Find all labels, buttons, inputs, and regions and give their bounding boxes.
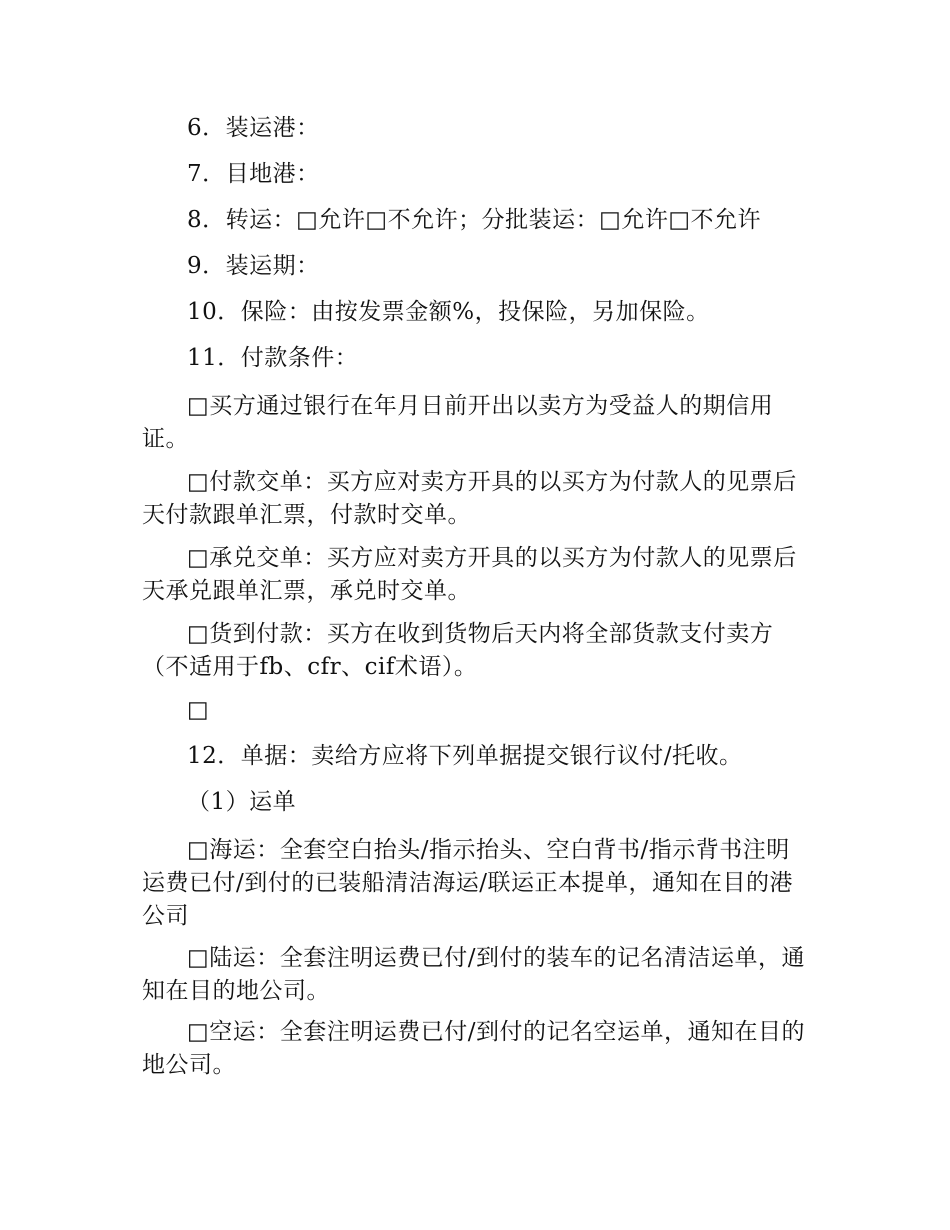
clause-7-destination-port: 7．目地港： <box>187 161 320 187</box>
clause-9-shipment-period: 9．装运期： <box>187 253 320 279</box>
payment-option-documents-against-payment: □付款交单：买方应对卖方开具的以买方为付款人的见票后天付款跟单汇票，付款时交单。 <box>142 469 797 528</box>
clause-10-insurance: 10．保险：由按发票金额%，投保险，另加保险。 <box>187 299 710 325</box>
payment-option-other: □ <box>187 697 210 723</box>
clause-12-documents: 12．单据：卖给方应将下列单据提交银行议付/托收。 <box>187 743 743 769</box>
payment-option-cash-on-delivery: □货到付款：买方在收到货物后天内将全部货款支付卖方（不适用于fb、cfr、cif术语）。 <box>142 621 774 680</box>
clause-6-loading-port: 6．装运港： <box>187 115 320 141</box>
document-option-sea-transport: □海运：全套空白抬头/指示抬头、空白背书/指示背书注明运费已付/到付的已装船清洁海运/联运正本提单，通知在目的港公司 <box>142 837 793 929</box>
document-option-air-transport: □空运：全套注明运费已付/到付的记名空运单，通知在目的地公司。 <box>142 1019 805 1078</box>
clause-8-transshipment: 8．转运：□允许□不允许；分批装运：□允许□不允许 <box>187 207 762 233</box>
clause-11-payment-terms: 11．付款条件： <box>187 345 359 371</box>
payment-option-letter-of-credit: □买方通过银行在年月日前开出以卖方为受益人的期信用证。 <box>142 393 774 452</box>
payment-option-documents-against-acceptance: □承兑交单：买方应对卖方开具的以买方为付款人的见票后天承兑跟单汇票，承兑时交单。 <box>142 545 797 604</box>
document-option-land-transport: □陆运：全套注明运费已付/到付的装车的记名清洁运单，通知在目的地公司。 <box>142 945 805 1004</box>
documents-subsection-waybill: （1）运单 <box>187 789 297 815</box>
